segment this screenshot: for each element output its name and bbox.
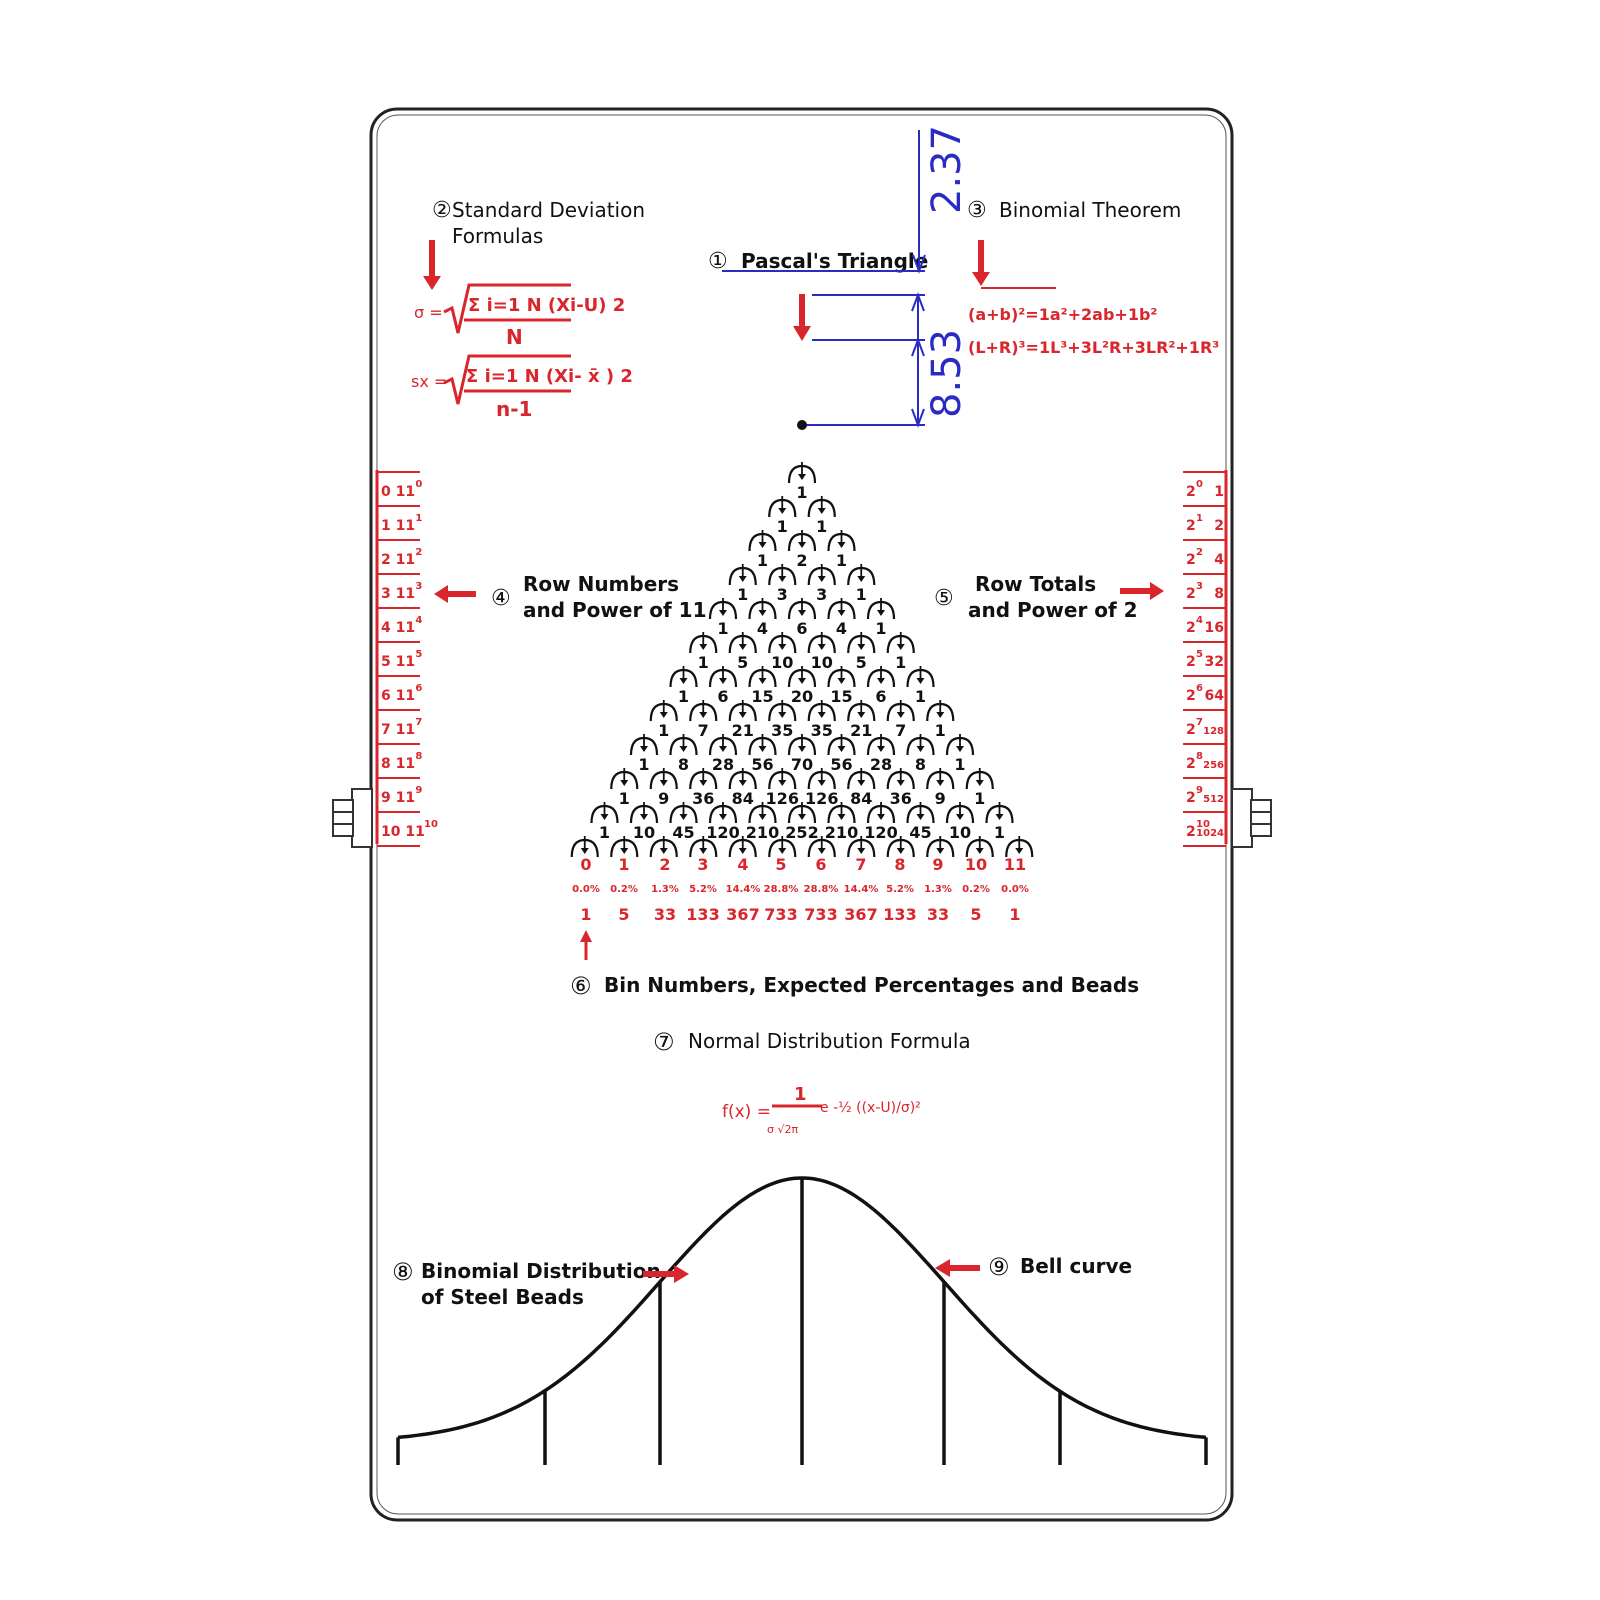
row-total-value: 16	[1204, 620, 1224, 636]
sigma-numerator: Σ i=1 N (Xi-U) 2	[468, 295, 626, 316]
bin-percentage: 1.3%	[924, 884, 952, 895]
bin-bead-count: 133	[686, 905, 720, 924]
bin-number: 11	[1003, 855, 1027, 874]
pascal-value: 15	[830, 687, 853, 706]
bin-number: 1	[618, 855, 630, 874]
pascal-value: 70	[790, 755, 814, 774]
row-number-label: 3 11	[381, 586, 416, 602]
pascal-value: 21	[850, 721, 873, 740]
pascal-value: 9	[658, 789, 670, 808]
callout-number: ⑧	[392, 1258, 414, 1286]
bead-entry-dot	[797, 420, 807, 430]
power-of-2-exponent: 8	[1196, 751, 1203, 762]
bin-bead-count: 33	[653, 905, 677, 924]
pascal-value: 10	[632, 823, 656, 842]
bin-number: 4	[737, 855, 749, 874]
pascal-value: 7	[697, 721, 709, 740]
bin-bead-count: 33	[926, 905, 950, 924]
bin-number: 10	[964, 855, 988, 874]
power-of-2-exponent: 0	[1196, 479, 1203, 490]
dimension-top: 2.37	[924, 124, 970, 214]
pascal-value: 1	[993, 823, 1006, 842]
pascal-value: 35	[810, 721, 833, 740]
bell-curve	[398, 1178, 1206, 1465]
power-of-11-exponent: 1	[415, 513, 423, 524]
down-arrow-icon	[423, 240, 441, 290]
dimension-side: 8.53	[924, 328, 970, 418]
bin-number: 3	[697, 855, 709, 874]
power-of-2-base: 2	[1186, 824, 1196, 840]
power-of-2-base: 2	[1186, 756, 1196, 772]
bin-percentage: 1.3%	[651, 884, 679, 895]
callout-number: ⑦	[653, 1028, 675, 1056]
svg-text:e -½ ((x-U)/σ)²: e -½ ((x-U)/σ)²	[820, 1100, 921, 1116]
left-arrow-icon	[935, 1259, 980, 1277]
pascal-value: 1	[658, 721, 670, 740]
pascal-value: 6	[717, 687, 729, 706]
callout-label: Formulas	[452, 224, 544, 248]
power-of-2-base: 2	[1186, 552, 1196, 568]
bolt-icon	[333, 789, 372, 847]
bin-number: 2	[659, 855, 671, 874]
row-number-label: 8 11	[381, 756, 416, 772]
pascal-value: 1	[934, 721, 946, 740]
bin-number: 0	[580, 855, 592, 874]
pascal-value: 1	[717, 619, 729, 638]
pascal-value: 1	[954, 755, 966, 774]
pascal-value: 1	[895, 653, 907, 672]
pascal-value: 1	[598, 823, 611, 842]
normal-distribution-formula	[722, 1084, 921, 1136]
row-number-label: 5 11	[381, 654, 416, 670]
row-total-value: 2	[1214, 518, 1224, 534]
bin-percentage: 5.2%	[886, 884, 914, 895]
power-of-11-exponent: 2	[415, 547, 423, 558]
bin-bead-count: 1	[1009, 905, 1021, 924]
callout-number: ⑥	[570, 972, 592, 1000]
down-arrow-icon	[972, 240, 1056, 288]
row-total-value: 32	[1204, 654, 1224, 670]
callout-number: ③	[967, 198, 987, 223]
pascal-value: 4	[756, 619, 769, 638]
power-of-11-exponent: 8	[415, 751, 423, 762]
bin-number: 9	[932, 855, 944, 874]
svg-text:f(x) =: f(x) =	[722, 1102, 771, 1122]
row-total-value: 8	[1214, 586, 1224, 602]
power-of-2-base: 2	[1186, 654, 1196, 670]
pascal-value: 4	[835, 619, 848, 638]
binomial-formula-2: (L+R)³=1L³+3L²R+3LR²+1R³	[968, 338, 1220, 357]
pascal-value: 56	[751, 755, 774, 774]
pascal-value: 5	[855, 653, 867, 672]
sx-formula	[411, 356, 633, 421]
callout-number: ④	[491, 586, 511, 611]
bin-bead-count: 733	[804, 905, 838, 924]
bin-bead-count: 133	[883, 905, 917, 924]
power-of-2-base: 2	[1186, 620, 1196, 636]
pascal-value: 210	[824, 823, 859, 842]
svg-text:σ =: σ =	[414, 303, 443, 322]
row-number-label: 7 11	[381, 722, 416, 738]
pascal-value: 120	[864, 823, 898, 842]
pascal-value: 1	[737, 585, 749, 604]
pascal-value: 1	[677, 687, 690, 706]
callout-row-numbers	[491, 572, 707, 622]
callout-standard-deviation	[432, 198, 645, 248]
power-of-2-exponent: 5	[1196, 649, 1203, 660]
pascal-value: 126	[765, 789, 799, 808]
pascal-value: 36	[692, 789, 715, 808]
callout-label: Bell curve	[1020, 1254, 1133, 1278]
row-number-label: 10 11	[381, 824, 425, 840]
callout-label: Pascal's Triangle	[741, 249, 929, 273]
dimension-lines	[722, 130, 925, 425]
bin-percentage: 0.0%	[572, 884, 600, 895]
power-of-2-base: 2	[1186, 722, 1196, 738]
power-of-2-base: 2	[1186, 688, 1196, 704]
row-total-value: 1024	[1196, 828, 1224, 839]
bin-number: 5	[775, 855, 787, 874]
bin-percentage: 5.2%	[689, 884, 717, 895]
row-number-label: 2 11	[381, 552, 416, 568]
row-total-value: 1	[1214, 484, 1224, 500]
pascal-value: 84	[731, 789, 754, 808]
pascal-value: 6	[875, 687, 887, 706]
callout-number: ⑨	[988, 1253, 1010, 1281]
pascal-value: 20	[790, 687, 814, 706]
svg-text:1: 1	[794, 1084, 807, 1105]
power-of-2-exponent: 6	[1196, 683, 1203, 694]
pascal-value: 10	[810, 653, 833, 672]
pascal-value: 1	[835, 551, 848, 570]
callout-label: Standard Deviation	[452, 198, 646, 222]
callout-label: Row Totals	[975, 572, 1097, 596]
pascal-value: 45	[672, 823, 695, 842]
pascal-value: 120	[706, 823, 740, 842]
pascal-value: 10	[948, 823, 972, 842]
sx-numerator: Σ i=1 N (Xi- x̄ ) 2	[466, 366, 633, 387]
bin-bead-count: 367	[726, 905, 760, 924]
row-total-value: 4	[1214, 552, 1224, 568]
callout-binomial-distribution	[392, 1258, 661, 1309]
pascal-value: 6	[796, 619, 808, 638]
left-arrow-icon	[434, 585, 476, 603]
up-arrow-icon	[580, 930, 592, 960]
pascal-value: 3	[816, 585, 828, 604]
bin-percentage: 28.8%	[803, 884, 839, 895]
callout-label: Binomial Distribution	[421, 1259, 661, 1283]
callout-label: Binomial Theorem	[999, 198, 1182, 222]
bin-number: 8	[894, 855, 906, 874]
pascal-value: 10	[771, 653, 794, 672]
pascal-value: 2	[796, 551, 808, 570]
pascal-value: 1	[756, 551, 769, 570]
power-of-2-base: 2	[1186, 484, 1196, 500]
callout-label: of Steel Beads	[421, 1285, 584, 1309]
pascal-value: 1	[875, 619, 887, 638]
power-of-11-exponent: 0	[415, 479, 423, 490]
pascal-value: 56	[830, 755, 853, 774]
row-total-value: 128	[1203, 726, 1224, 737]
bin-percentage: 0.2%	[610, 884, 638, 895]
power-of-2-exponent: 10	[1196, 819, 1210, 830]
row-number-label: 0 11	[381, 484, 416, 500]
power-of-2-base: 2	[1186, 586, 1196, 602]
pascal-value: 15	[751, 687, 774, 706]
bin-bead-count: 5	[618, 905, 630, 924]
callout-number: ⑤	[934, 586, 954, 611]
pascal-value: 8	[677, 755, 690, 774]
pascal-value: 1	[638, 755, 650, 774]
callout-label: Normal Distribution Formula	[688, 1029, 971, 1053]
pascal-value: 1	[796, 483, 808, 502]
down-arrow-icon	[793, 294, 811, 341]
power-of-11-exponent: 9	[415, 785, 423, 796]
sigma-formula	[414, 285, 625, 349]
pascal-value: 1	[776, 517, 788, 536]
callout-label: Bin Numbers, Expected Percentages and Beads	[604, 973, 1140, 997]
row-total-value: 256	[1203, 760, 1224, 771]
pascal-value: 1	[618, 789, 630, 808]
power-of-2-exponent: 9	[1196, 785, 1203, 796]
pascal-value: 252	[785, 823, 819, 842]
power-of-11-exponent: 6	[415, 683, 423, 694]
row-number-label: 9 11	[381, 790, 416, 806]
bin-bead-count: 1	[580, 905, 592, 924]
callout-row-totals	[934, 572, 1138, 622]
power-of-11-exponent: 4	[415, 615, 423, 626]
pascal-value: 9	[934, 789, 946, 808]
bin-percentage: 28.8%	[763, 884, 799, 895]
callout-binomial-theorem	[967, 198, 1181, 223]
power-of-11-exponent: 7	[415, 717, 423, 728]
row-number-label: 1 11	[381, 518, 416, 534]
bin-bead-count: 5	[970, 905, 982, 924]
pascal-value: 1	[914, 687, 927, 706]
pascal-value: 126	[805, 789, 839, 808]
bolt-icon	[1232, 789, 1271, 847]
bin-percentage: 0.0%	[1001, 884, 1029, 895]
bin-number: 7	[855, 855, 867, 874]
power-of-11-exponent: 5	[415, 649, 423, 660]
pascal-value: 1	[816, 517, 828, 536]
power-of-2-base: 2	[1186, 790, 1196, 806]
power-of-2-exponent: 4	[1196, 615, 1203, 626]
row-number-label: 6 11	[381, 688, 416, 704]
power-of-2-exponent: 3	[1196, 581, 1203, 592]
pascal-value: 28	[711, 755, 735, 774]
power-of-2-exponent: 2	[1196, 547, 1203, 558]
pascal-value: 1	[855, 585, 867, 604]
power-of-2-base: 2	[1186, 518, 1196, 534]
power-of-11-exponent: 3	[415, 581, 423, 592]
pascal-value: 7	[895, 721, 907, 740]
row-total-value: 64	[1204, 688, 1224, 704]
bin-percentage: 14.4%	[725, 884, 761, 895]
power-of-11-exponent: 10	[424, 819, 438, 830]
pascal-value: 1	[697, 653, 709, 672]
pascal-value: 45	[909, 823, 932, 842]
callout-normal-formula	[653, 1028, 971, 1056]
binomial-formula-1: (a+b)²=1a²+2ab+1b²	[968, 305, 1158, 324]
pascal-value: 210	[745, 823, 780, 842]
callout-number: ①	[708, 249, 728, 274]
pascal-value: 36	[889, 789, 912, 808]
callout-label: Row Numbers	[523, 572, 680, 596]
bin-table	[572, 855, 1029, 924]
sigma-denominator: N	[506, 325, 523, 349]
power-of-2-exponent: 1	[1196, 513, 1203, 524]
row-number-scale	[377, 470, 438, 846]
pascal-value: 5	[737, 653, 749, 672]
callout-label: and Power of 2	[968, 598, 1138, 622]
sx-denominator: n-1	[496, 397, 533, 421]
callout-bins	[570, 972, 1139, 1000]
bin-number: 6	[815, 855, 827, 874]
callout-number: ②	[432, 198, 452, 223]
row-number-label: 4 11	[381, 620, 416, 636]
pascal-value: 8	[914, 755, 927, 774]
bin-percentage: 14.4%	[843, 884, 879, 895]
pascal-value: 1	[974, 789, 986, 808]
svg-text:sx =: sx =	[411, 372, 448, 391]
callout-label: and Power of 11	[523, 598, 707, 622]
power-of-2-exponent: 7	[1196, 717, 1203, 728]
svg-text:σ √2π: σ √2π	[767, 1123, 799, 1136]
bin-bead-count: 733	[764, 905, 798, 924]
bin-percentage: 0.2%	[962, 884, 990, 895]
pascal-value: 3	[776, 585, 788, 604]
row-total-scale	[1183, 470, 1226, 846]
pascal-value: 84	[850, 789, 873, 808]
pascal-value: 35	[771, 721, 794, 740]
row-total-value: 512	[1203, 794, 1224, 805]
bin-bead-count: 367	[844, 905, 878, 924]
pascal-value: 28	[869, 755, 893, 774]
pascals-triangle	[572, 462, 1033, 857]
pascal-value: 21	[731, 721, 754, 740]
callout-bell-curve	[988, 1253, 1132, 1281]
